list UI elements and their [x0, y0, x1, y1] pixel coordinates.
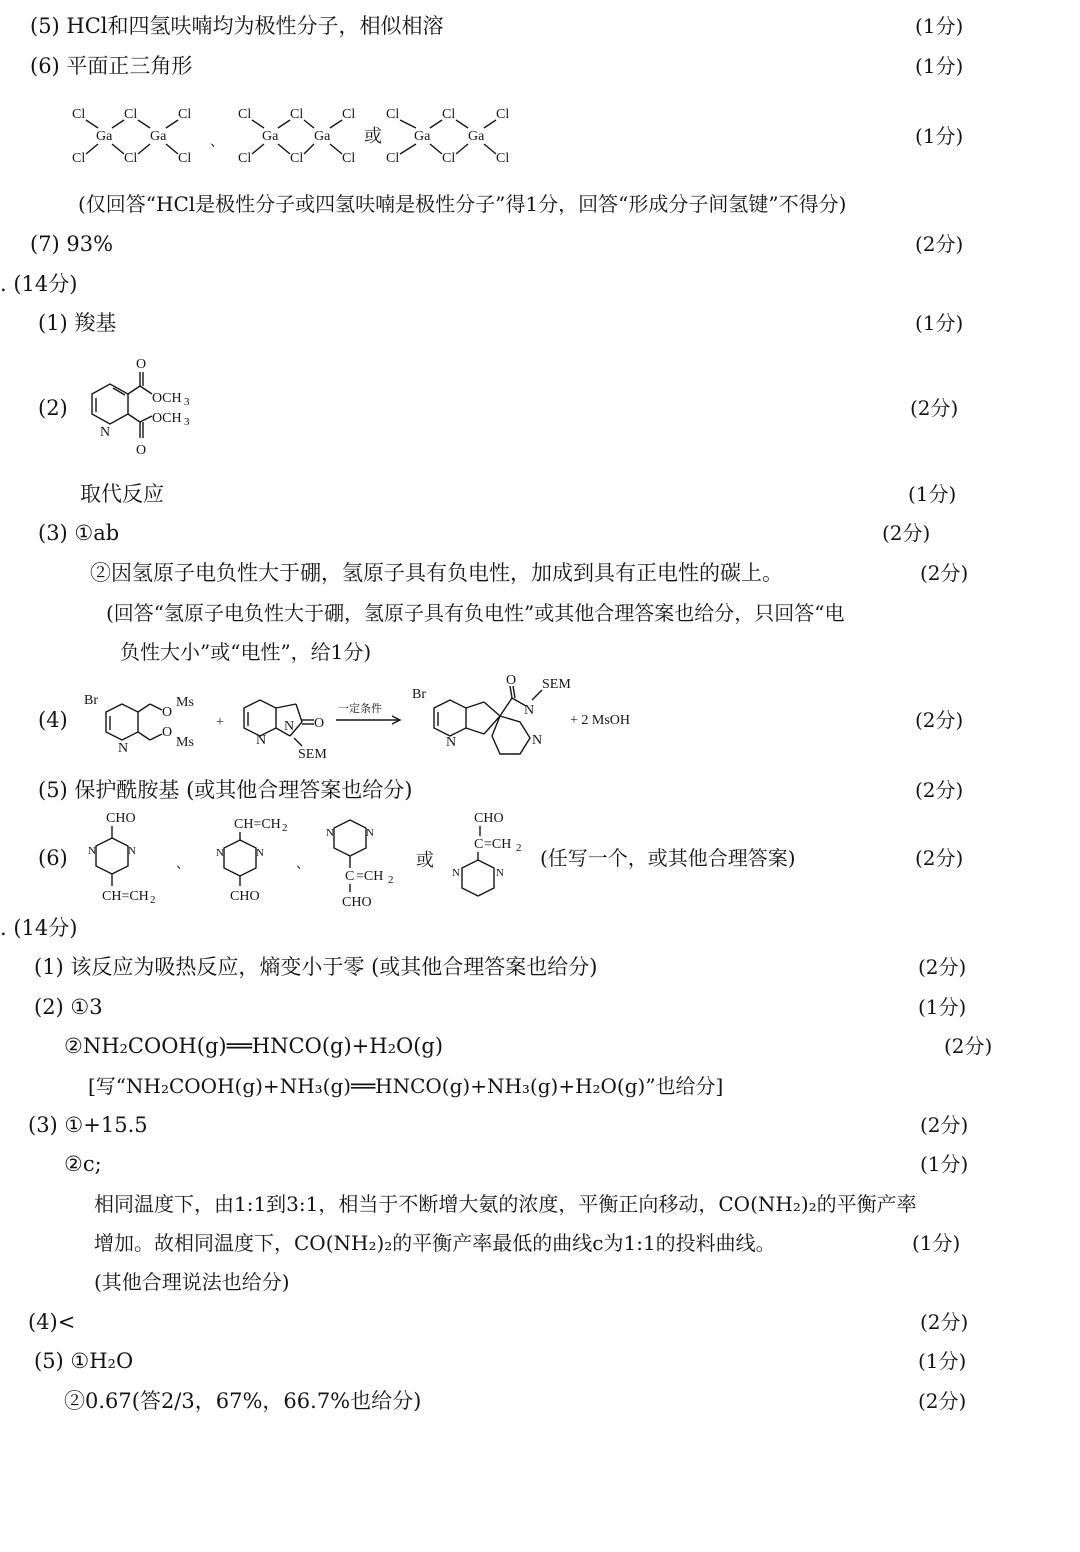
svg-text:Ga: Ga — [468, 129, 485, 144]
isomer-a — [88, 811, 156, 906]
q18-1-score: (1分) — [915, 311, 964, 335]
svg-text:N: N — [256, 847, 264, 859]
reactant-2-azaoxindole — [244, 700, 327, 762]
svg-text:N: N — [100, 425, 111, 440]
ga2cl6-structure-3 — [386, 107, 509, 166]
svg-text:N: N — [284, 719, 295, 734]
q19-2b-text: ②NH₂COOH(g)══HNCO(g)+H₂O(g) — [64, 1034, 444, 1058]
q18-5-score: (2分) — [915, 778, 964, 802]
ga2cl6-structure-1 — [72, 107, 191, 166]
product-spiro — [412, 673, 571, 754]
reactant-1-bis-mesylate — [84, 693, 194, 756]
q19-3-explanation-line1: 相同温度下，由1:1到3:1，相当于不断增大氨的浓度，平衡正向移动，CO(NH₂)₂的平衡产率 — [94, 1192, 917, 1216]
q18-6-score: (2分) — [915, 846, 964, 870]
answer-5-text: (5) HCl和四氢呋喃均为极性分子，相似相溶 — [30, 14, 444, 38]
svg-text:Ga: Ga — [96, 129, 113, 144]
svg-text:Cl: Cl — [72, 107, 86, 122]
isomer-d — [452, 811, 522, 896]
reaction-scheme — [80, 672, 660, 772]
q19-2b-score: (2分) — [944, 1034, 993, 1058]
structures-score: (1分) — [915, 124, 964, 148]
svg-text:N: N — [326, 827, 334, 839]
pyridine-diester-structure — [80, 352, 220, 462]
svg-text:CHO: CHO — [106, 811, 136, 826]
svg-text:N: N — [118, 741, 129, 756]
q19-2a-score: (1分) — [918, 995, 967, 1019]
svg-text:Cl: Cl — [386, 151, 400, 166]
answer-6-score: (1分) — [915, 54, 964, 78]
svg-text:Cl: Cl — [124, 107, 138, 122]
q18-2-score: (2分) — [910, 396, 959, 420]
svg-text:3: 3 — [184, 396, 190, 408]
svg-text:CH=CH: CH=CH — [234, 817, 281, 832]
q18-3a-text: (3) ①ab — [38, 521, 120, 545]
svg-text:Cl: Cl — [178, 151, 192, 166]
svg-text:Cl: Cl — [290, 107, 304, 122]
svg-text:Cl: Cl — [386, 107, 400, 122]
q19-3b-text: ②c; — [64, 1152, 102, 1176]
svg-text:OCH: OCH — [152, 391, 182, 406]
q19-5a-score: (1分) — [918, 1349, 967, 1373]
isomer-c — [326, 820, 394, 910]
q18-6-note: (任写一个，或其他合理答案) — [540, 846, 796, 870]
q18-2-label: (2) — [38, 396, 68, 420]
q19-2a-text: (2) ①3 — [34, 995, 103, 1019]
q19-1-text: (1) 该反应为吸热反应，熵变小于零 (或其他合理答案也给分) — [34, 955, 598, 979]
svg-text:N: N — [216, 847, 224, 859]
q18-2b-text: 取代反应 — [80, 482, 164, 506]
svg-text:=CH: =CH — [356, 869, 384, 884]
svg-text:Ga: Ga — [262, 129, 279, 144]
svg-text:Ms: Ms — [176, 695, 194, 710]
svg-text:CHO: CHO — [474, 811, 504, 826]
svg-text:Cl: Cl — [442, 151, 456, 166]
svg-text:Ga: Ga — [150, 129, 167, 144]
isomer-or: 或 — [416, 850, 434, 870]
svg-text:N: N — [524, 703, 535, 718]
q19-3-explanation-line2: 增加。故相同温度下，CO(NH₂)₂的平衡产率最低的曲线c为1:1的投料曲线。 — [94, 1231, 776, 1255]
svg-text:Ga: Ga — [314, 129, 331, 144]
q18-5-text: (5) 保护酰胺基 (或其他合理答案也给分) — [38, 778, 413, 802]
svg-text:O: O — [314, 716, 325, 731]
svg-text:N: N — [452, 867, 460, 879]
svg-text:Cl: Cl — [342, 151, 356, 166]
svg-text:2: 2 — [282, 822, 288, 834]
isomer-b — [216, 817, 288, 904]
q19-2-note: [写“NH₂COOH(g)+NH₃(g)══HNCO(g)+NH₃(g)+H₂O(g)”也给分] — [88, 1074, 724, 1098]
svg-text:CHO: CHO — [230, 889, 260, 904]
svg-text:Cl: Cl — [342, 107, 356, 122]
isomer-separator-1: 、 — [176, 857, 190, 872]
svg-text:C: C — [474, 837, 484, 852]
q19-5b-text: ②0.67(答2/3，67%，66.7%也给分) — [64, 1389, 422, 1413]
isomer-separator-2: 、 — [296, 857, 310, 872]
svg-text:SEM: SEM — [542, 677, 571, 692]
svg-text:Cl: Cl — [442, 107, 456, 122]
q18-4-score: (2分) — [915, 708, 964, 732]
q18-3b-score: (2分) — [920, 561, 969, 585]
q18-4-label: (4) — [38, 708, 68, 732]
svg-text:O: O — [136, 443, 147, 458]
svg-text:SEM: SEM — [298, 747, 327, 762]
separator-or: 或 — [364, 126, 382, 146]
svg-text:O: O — [162, 725, 173, 740]
svg-text:CH=CH: CH=CH — [102, 889, 149, 904]
svg-text:Ga: Ga — [414, 129, 431, 144]
svg-text:2: 2 — [150, 894, 156, 906]
q19-3b-score: (1分) — [920, 1152, 969, 1176]
svg-text:Cl: Cl — [238, 151, 252, 166]
svg-text:Cl: Cl — [496, 151, 510, 166]
svg-text:N: N — [446, 735, 457, 750]
separator-comma-1: 、 — [210, 135, 224, 150]
svg-text:3: 3 — [184, 416, 190, 428]
svg-text:Cl: Cl — [290, 151, 304, 166]
svg-text:=CH: =CH — [484, 837, 512, 852]
svg-text:O: O — [506, 673, 517, 688]
q19-3a-text: (3) ①+15.5 — [28, 1113, 148, 1137]
q19-4-score: (2分) — [920, 1310, 969, 1334]
ga2cl6-structure-2 — [238, 107, 355, 166]
svg-text:N: N — [366, 827, 374, 839]
svg-text:N: N — [88, 845, 96, 857]
svg-text:2: 2 — [388, 874, 394, 886]
q19-5b-score: (2分) — [918, 1389, 967, 1413]
svg-text:Ms: Ms — [176, 735, 194, 750]
q18-1-text: (1) 羧基 — [38, 311, 117, 335]
svg-text:Br: Br — [412, 687, 426, 702]
ga2cl6-structures — [60, 96, 540, 176]
svg-text:C: C — [345, 869, 355, 884]
pyrimidine-isomers — [80, 806, 540, 910]
svg-text:2: 2 — [516, 842, 522, 854]
svg-text:Cl: Cl — [72, 151, 86, 166]
q19-header: . (14分) — [0, 916, 78, 940]
q18-header: . (14分) — [0, 272, 78, 296]
svg-text:Cl: Cl — [496, 107, 510, 122]
reaction-condition: 一定条件 — [338, 703, 382, 715]
q18-3-note-line2: 负性大小”或“电性”，给1分) — [120, 640, 372, 664]
svg-text:CHO: CHO — [342, 895, 372, 910]
q19-1-score: (2分) — [918, 955, 967, 979]
svg-text:N: N — [532, 733, 543, 748]
q18-3b-text: ②因氢原子电负性大于硼，氢原子具有负电性，加成到具有正电性的碳上。 — [90, 561, 783, 585]
svg-text:Cl: Cl — [124, 151, 138, 166]
svg-text:N: N — [256, 733, 267, 748]
answer-7-score: (2分) — [915, 232, 964, 256]
plus-sign: + — [216, 715, 224, 730]
svg-text:N: N — [496, 867, 504, 879]
answer-7-text: (7) 93% — [30, 232, 114, 256]
byproduct: + 2 MsOH — [570, 713, 631, 728]
svg-text:O: O — [162, 705, 173, 720]
q18-3a-score: (2分) — [882, 521, 931, 545]
q18-6-label: (6) — [38, 846, 68, 870]
q19-3a-score: (2分) — [920, 1113, 969, 1137]
svg-text:OCH: OCH — [152, 411, 182, 426]
q19-3-explanation-score: (1分) — [912, 1231, 961, 1255]
q18-3-note-line1: (回答“氢原子电负性大于硼，氢原子具有负电性”或其他合理答案也给分，只回答“电 — [106, 601, 845, 625]
answer-6-text: (6) 平面正三角形 — [30, 54, 193, 78]
svg-text:Cl: Cl — [178, 107, 192, 122]
svg-text:Br: Br — [84, 693, 98, 708]
svg-text:O: O — [136, 357, 147, 372]
q19-5a-text: (5) ①H₂O — [34, 1349, 134, 1373]
q18-2b-score: (1分) — [908, 482, 957, 506]
answer-5-score: (1分) — [915, 14, 964, 38]
grading-note-1: (仅回答“HCl是极性分子或四氢呋喃是极性分子”得1分，回答“形成分子间氢键”不得分) — [78, 192, 847, 216]
svg-text:N: N — [128, 845, 136, 857]
q19-3-note: (其他合理说法也给分) — [94, 1270, 290, 1294]
q19-4-text: (4)< — [28, 1310, 76, 1334]
svg-text:Cl: Cl — [238, 107, 252, 122]
